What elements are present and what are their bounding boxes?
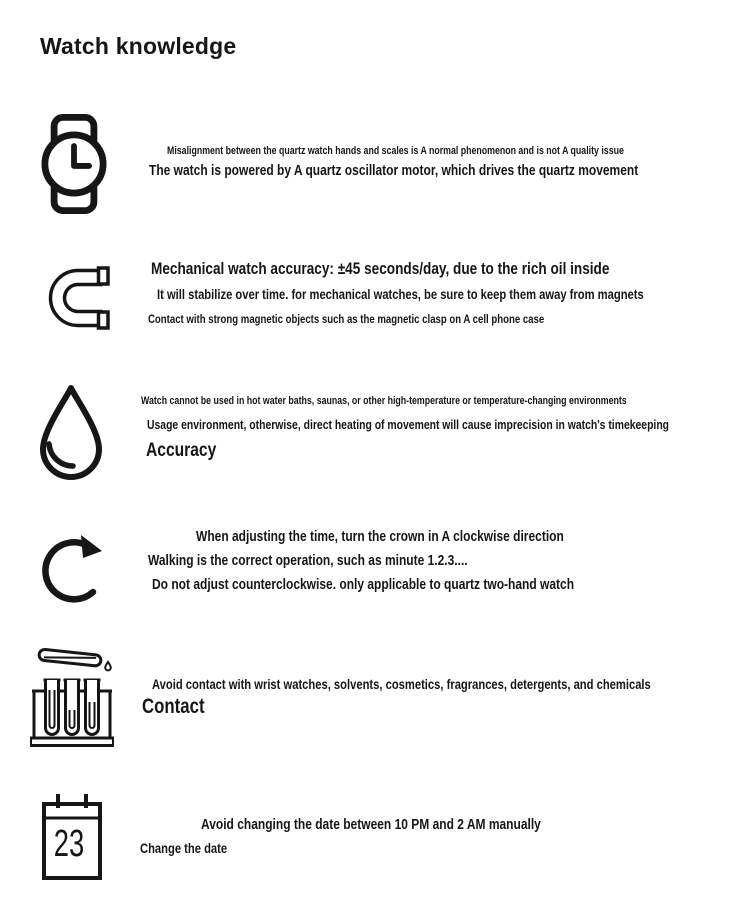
magnet-accuracy-headline: Mechanical watch accuracy: ±45 seconds/day, due to the rich oil inside	[151, 259, 610, 278]
change-date-heading: Change the date	[140, 840, 228, 856]
page-title: Watch knowledge	[40, 33, 237, 59]
counterclockwise-warning: Do not adjust counterclockwise. only applicable to quartz two-hand watch	[152, 576, 575, 593]
magnet-icon	[48, 266, 110, 330]
avoid-chemicals-text: Avoid contact with wrist watches, solvents, cosmetics, fragrances, detergents, and chemicals	[152, 676, 651, 692]
test-tubes-icon	[30, 644, 114, 748]
calendar-day-number: 23	[53, 823, 85, 865]
hot-water-warning: Watch cannot be used in hot water baths, saunas, or other high-temperature or temperature-changing environments	[141, 395, 627, 407]
walking-operation-text: Walking is the correct operation, such as minute 1.2.3....	[148, 552, 468, 569]
wristwatch-icon	[41, 114, 107, 214]
calendar-icon	[40, 792, 104, 882]
date-change-warning: Avoid changing the date between 10 PM and 2 AM manually	[201, 816, 541, 833]
accuracy-heading: Accuracy	[146, 439, 217, 461]
quartz-movement-text: The watch is powered by A quartz oscillator motor, which drives the quartz movement	[149, 162, 639, 179]
usage-environment-text: Usage environment, otherwise, direct heating of movement will cause imprecision in watch's timekeeping	[147, 417, 670, 432]
magnet-stabilize-text: It will stabilize over time. for mechanical watches, be sure to keep them away from magnets	[157, 286, 644, 302]
water-drop-icon	[34, 383, 108, 485]
clockwise-rotation-icon	[40, 525, 113, 609]
clockwise-direction-text: When adjusting the time, turn the crown in A clockwise direction	[196, 528, 564, 545]
magnet-contact-note: Contact with strong magnetic objects such as the magnetic clasp on A cell phone case	[148, 312, 545, 326]
contact-heading: Contact	[142, 695, 205, 718]
quartz-misalignment-note: Misalignment between the quartz watch hands and scales is A normal phenomenon and is not A quality issue	[167, 145, 624, 157]
